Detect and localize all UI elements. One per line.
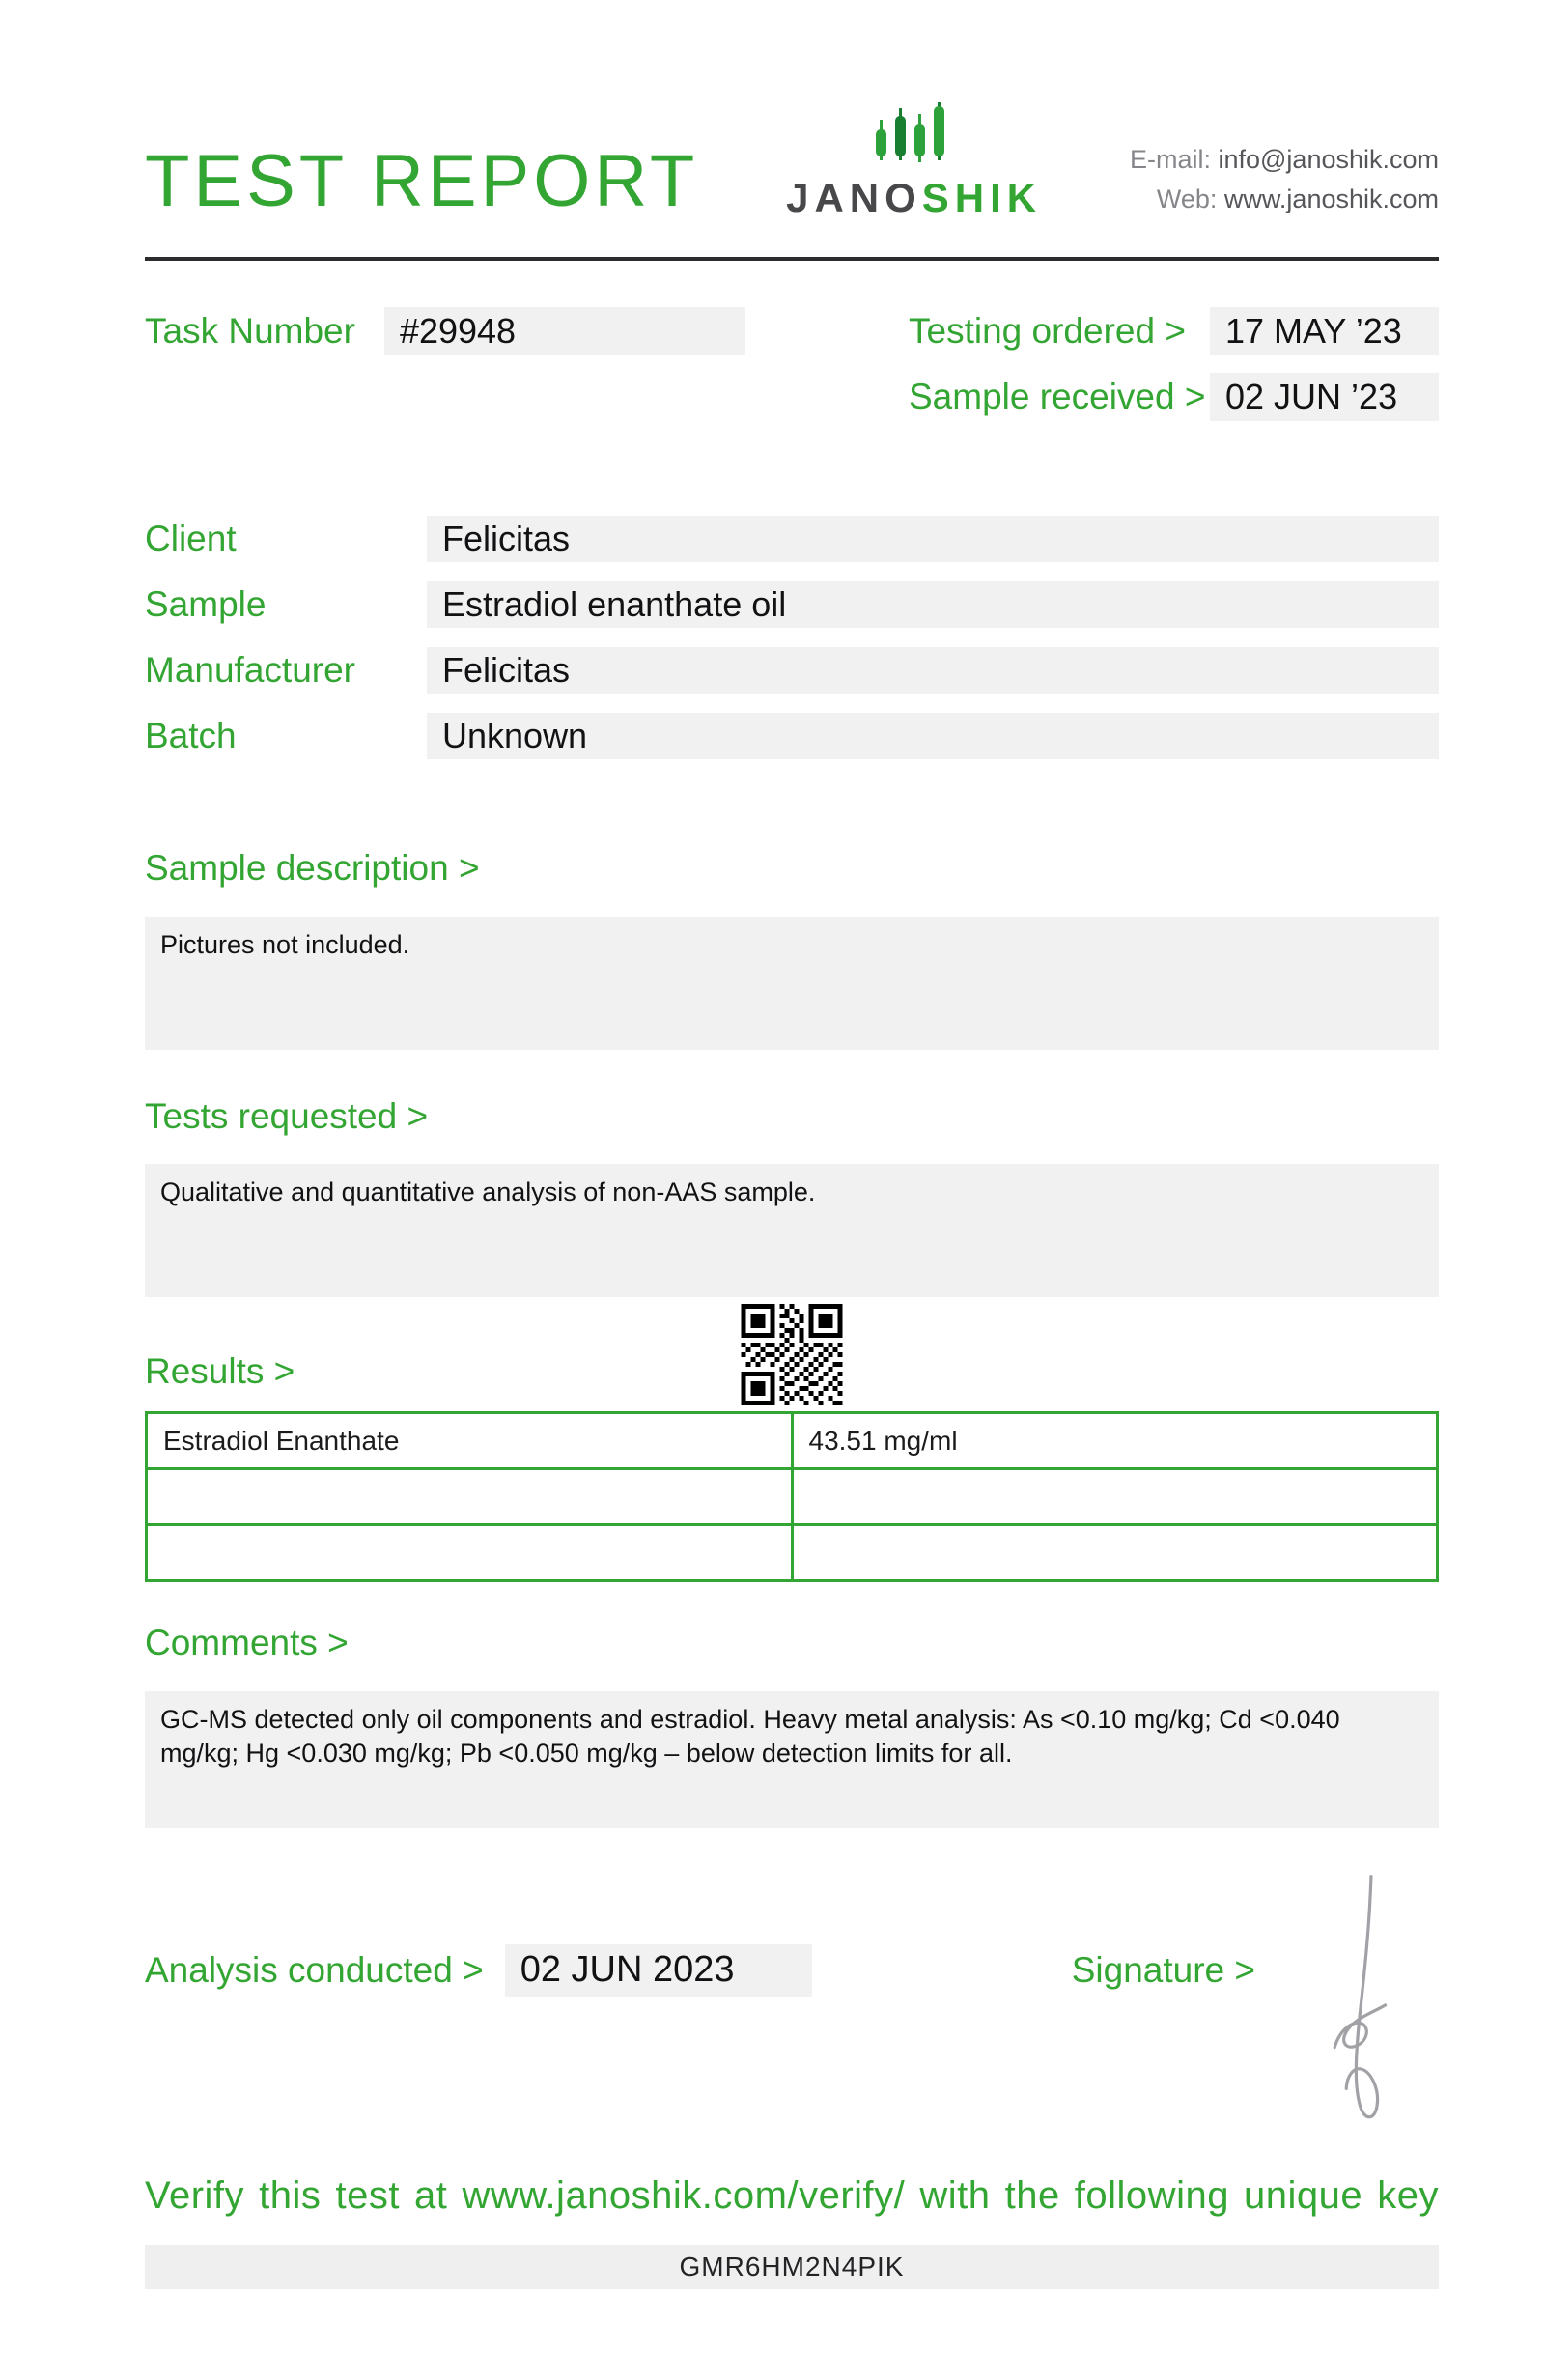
email-label: E-mail:	[1129, 145, 1211, 174]
comments-heading: Comments >	[145, 1623, 349, 1663]
footer-row	[145, 1944, 1439, 1997]
detail-row-manufacturer	[145, 647, 1439, 694]
sample-received-row	[909, 373, 1439, 421]
detail-row-client	[145, 516, 1439, 562]
comments-box: GC-MS detected only oil components and estradiol. Heavy metal analysis: As <0.10 mg/kg; Cd <0.040 mg/kg; Hg <0.030 mg/kg; Pb <0.050 mg/kg – below detection limits for all.	[145, 1691, 1439, 1828]
manufacturer-label: Manufacturer	[145, 650, 355, 690]
task-number-label: Task Number	[145, 311, 355, 351]
web-line	[1130, 180, 1439, 219]
comments-section	[145, 1623, 1439, 1828]
unique-key-bar: GMR6HM2N4PIK	[145, 2245, 1439, 2289]
email-line	[1130, 140, 1439, 180]
manufacturer-value: Felicitas	[427, 647, 1439, 694]
bar-chart-logo-icon	[866, 100, 963, 173]
results-header	[145, 1303, 1439, 1411]
logo-jano: JANO	[786, 175, 922, 220]
sample-received-value: 02 JUN ’23	[1210, 373, 1439, 421]
analysis-conducted-label: Analysis conducted >	[145, 1949, 484, 1990]
analysis-conducted-group	[145, 1944, 812, 1997]
results-row-2	[147, 1469, 1438, 1525]
results-table	[145, 1411, 1439, 1582]
sample-description-section	[145, 848, 1439, 1050]
tests-requested-box: Qualitative and quantitative analysis of non-AAS sample.	[145, 1164, 1439, 1297]
task-section	[145, 307, 1439, 421]
sample-description-box: Pictures not included.	[145, 917, 1439, 1050]
result-value-empty	[792, 1469, 1438, 1525]
web-value: www.janoshik.com	[1223, 184, 1439, 213]
signature-scribble	[1296, 1867, 1431, 2142]
sample-value: Estradiol enanthate oil	[427, 581, 1439, 628]
batch-label: Batch	[145, 716, 237, 755]
header-divider	[145, 257, 1439, 261]
signature-label: Signature >	[1071, 1949, 1255, 1990]
signature-group	[1072, 1950, 1439, 1991]
result-value: 43.51 mg/ml	[792, 1413, 1438, 1469]
contact-block	[1130, 140, 1439, 218]
client-label: Client	[145, 519, 237, 558]
batch-value: Unknown	[427, 713, 1439, 759]
janoshik-logo	[786, 100, 1042, 218]
result-analyte: Estradiol Enanthate	[147, 1413, 793, 1469]
sample-received-label: Sample received >	[909, 377, 1206, 416]
testing-ordered-row	[909, 307, 1439, 355]
task-number-group	[145, 307, 745, 355]
detail-row-batch	[145, 713, 1439, 759]
results-heading: Results >	[145, 1350, 295, 1391]
page-title: TEST REPORT	[145, 140, 699, 222]
web-label: Web:	[1156, 184, 1218, 213]
sample-description-heading: Sample description >	[145, 848, 480, 888]
detail-row-sample	[145, 581, 1439, 628]
result-analyte-empty	[147, 1469, 793, 1525]
details-section	[145, 516, 1439, 759]
testing-ordered-value: 17 MAY ’23	[1210, 307, 1439, 355]
verify-instruction: Verify this test at www.janoshik.com/verify/ with the following unique key	[145, 2173, 1439, 2217]
qr-code	[742, 1304, 843, 1405]
sample-label: Sample	[145, 584, 267, 624]
results-row-1	[147, 1413, 1438, 1469]
testing-ordered-label: Testing ordered >	[909, 311, 1186, 351]
tests-requested-heading: Tests requested >	[145, 1095, 429, 1136]
result-analyte-empty	[147, 1525, 793, 1581]
result-value-empty	[792, 1525, 1438, 1581]
client-value: Felicitas	[427, 516, 1439, 562]
test-report-page	[0, 100, 1545, 2289]
report-header	[145, 100, 1439, 222]
email-value: info@janoshik.com	[1218, 145, 1439, 174]
logo-shik: SHIK	[921, 175, 1043, 220]
tests-requested-section	[145, 1096, 1439, 1298]
analysis-date-value: 02 JUN 2023	[505, 1944, 812, 1997]
dates-group	[909, 307, 1439, 421]
results-row-3	[147, 1525, 1438, 1581]
task-number-value: #29948	[384, 307, 745, 355]
logo-wordmark	[786, 175, 1043, 220]
